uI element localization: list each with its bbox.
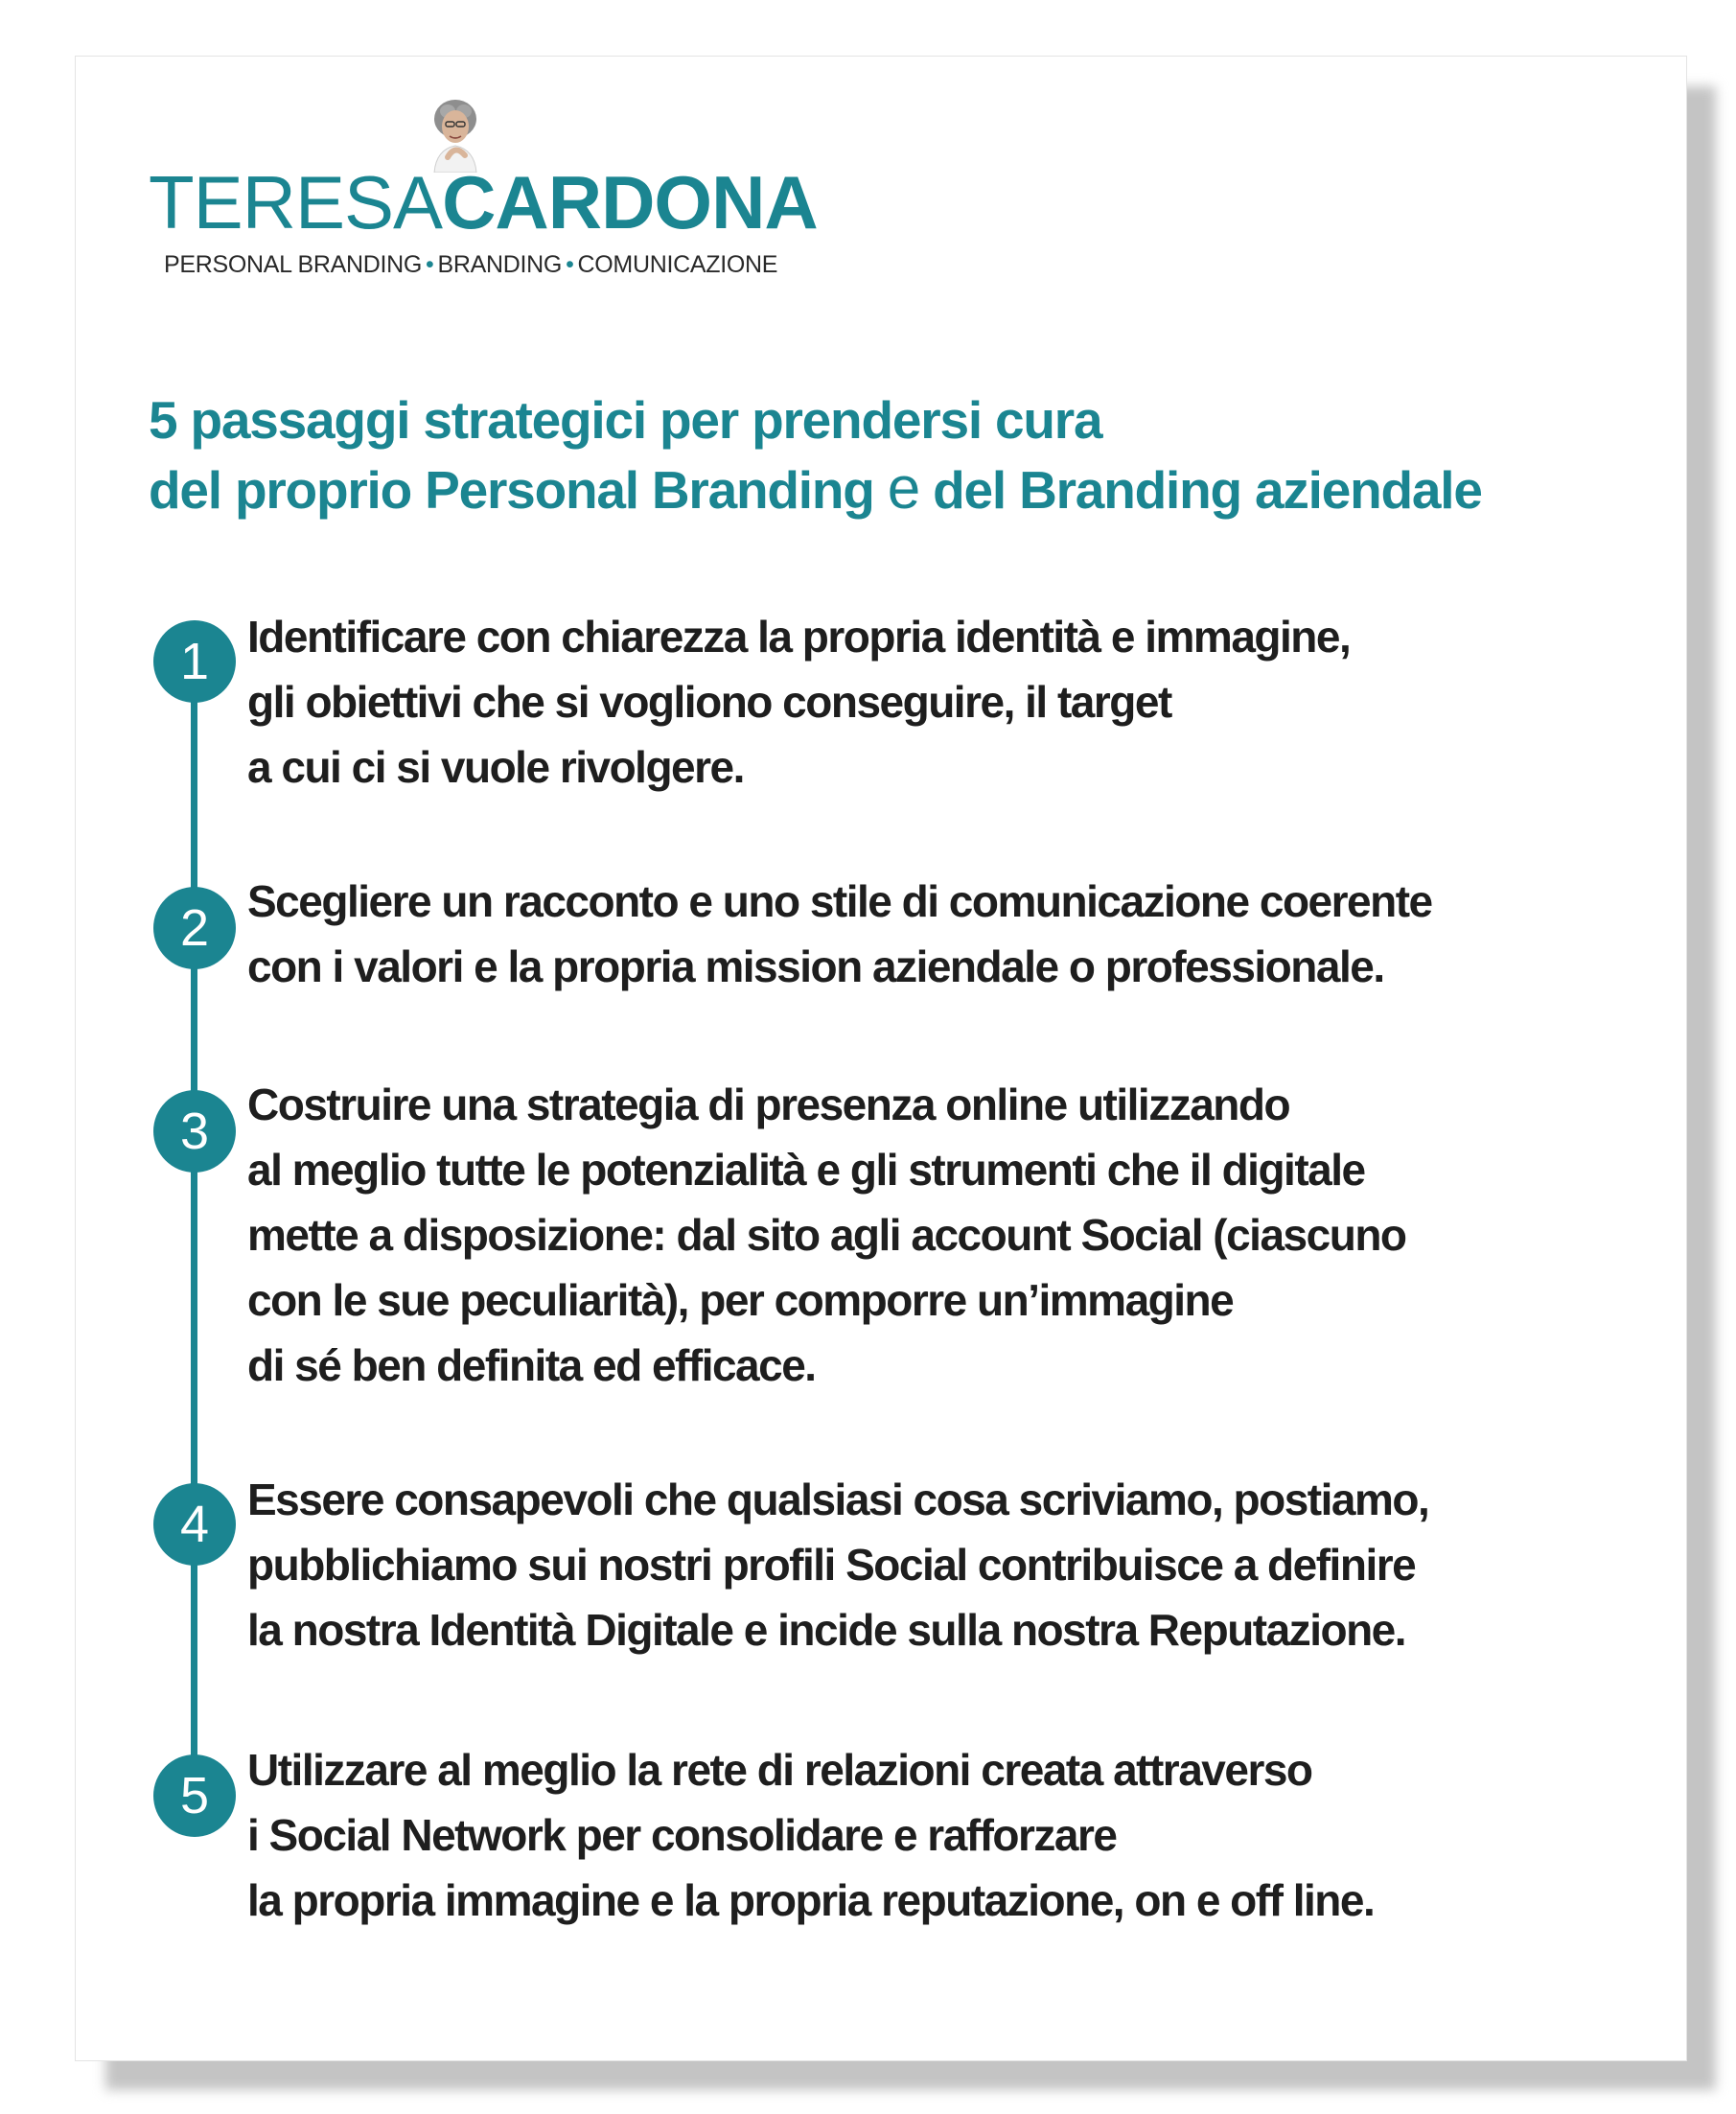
step-text <box>247 1467 1647 1662</box>
brand-name <box>149 160 818 244</box>
step-line: al meglio tutte le potenzialità e gli strumenti che il digitale <box>247 1145 1365 1195</box>
step-line: gli obiettivi che si vogliono conseguire, il target <box>247 677 1171 727</box>
step-number-badge: 1 <box>153 620 236 703</box>
step-line: a cui ci si vuole rivolgere. <box>247 742 744 792</box>
tagline-separator: • <box>566 251 574 278</box>
step-line: i Social Network per consolidare e rafforzare <box>247 1810 1117 1860</box>
step-text <box>247 1737 1647 1933</box>
step-line: con le sue peculiarità), per comporre un’immagine <box>247 1275 1234 1325</box>
step-text <box>247 1072 1647 1398</box>
title-line-2-start: del proprio Personal Branding <box>149 460 888 520</box>
step-line: Scegliere un racconto e uno stile di comunicazione coerente <box>247 876 1432 926</box>
step-number-badge: 5 <box>153 1754 236 1837</box>
brand-first-name: TERESA <box>149 160 443 244</box>
step-line: la nostra Identità Digitale e incide sulla nostra Reputazione. <box>247 1605 1406 1655</box>
title-line-2 <box>149 454 1482 524</box>
step-line: la propria immagine e la propria reputazione, on e off line. <box>247 1875 1375 1925</box>
step-line: Utilizzare al meglio la rete di relazioni creata attraverso <box>247 1745 1312 1795</box>
step-line: mette a disposizione: dal sito agli account Social (ciascuno <box>247 1210 1406 1260</box>
tagline-item: COMUNICAZIONE <box>577 251 778 278</box>
step-text <box>247 869 1647 999</box>
title-line-1: 5 passaggi strategici per prendersi cura <box>149 390 1102 450</box>
step-number-badge: 2 <box>153 887 236 969</box>
step-line: pubblichiamo sui nostri profili Social contribuisce a definire <box>247 1540 1416 1590</box>
step-line: con i valori e la propria mission aziendale o professionale. <box>247 941 1384 991</box>
tagline-item: PERSONAL BRANDING <box>164 251 423 278</box>
title-line-2-end: del Branding aziendale <box>919 460 1482 520</box>
step-line: di sé ben definita ed efficace. <box>247 1340 816 1390</box>
step-number-badge: 3 <box>153 1090 236 1173</box>
step-number-badge: 4 <box>153 1483 236 1566</box>
timeline-connector <box>191 671 197 1802</box>
brand-tagline <box>164 251 777 279</box>
brand-logo <box>149 96 820 288</box>
brand-last-name: CARDONA <box>442 160 818 244</box>
step-line: Identificare con chiarezza la propria identità e immagine, <box>247 612 1351 662</box>
page-title <box>149 385 1482 524</box>
tagline-item: BRANDING <box>437 251 563 278</box>
step-line: Essere consapevoli che qualsiasi cosa scriviamo, postiamo, <box>247 1475 1429 1524</box>
title-conjunction: e <box>887 455 920 522</box>
step-line: Costruire una strategia di presenza online utilizzando <box>247 1080 1290 1129</box>
step-text <box>247 604 1647 800</box>
tagline-separator: • <box>426 251 434 278</box>
